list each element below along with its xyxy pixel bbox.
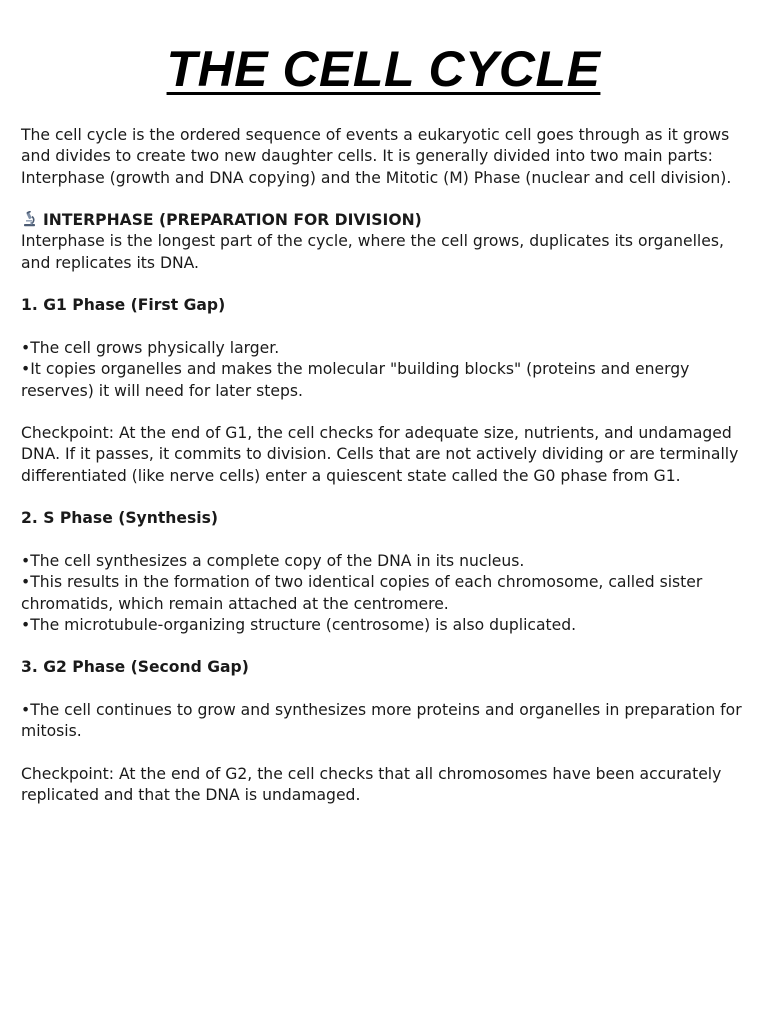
interphase-heading: [21, 210, 746, 231]
s-bullet: •The cell synthesizes a complete copy of the DNA in its nucleus.: [21, 551, 525, 570]
interphase-heading-text: INTERPHASE (PREPARATION FOR DIVISION): [43, 211, 422, 230]
interphase-description: Interphase is the longest part of the cycle, where the cell grows, duplicates its organelles, and replicates its DNA.: [21, 232, 724, 272]
g1-bullet: •The cell grows physically larger.: [21, 338, 280, 357]
document-body: [21, 125, 746, 807]
s-bullet: •The microtubule-organizing structure (centrosome) is also duplicated.: [21, 615, 577, 634]
g2-bullet: •The cell continues to grow and synthesizes more proteins and organelles in preparation for mitosis.: [21, 701, 742, 741]
page-title: THE CELL CYCLE: [166, 41, 601, 97]
s-bullet: •This results in the formation of two identical copies of each chromosome, called sister chromatids, which remain attached at the centromere.: [21, 573, 703, 613]
g1-heading: 1. G1 Phase (First Gap): [21, 296, 226, 315]
intro-paragraph: The cell cycle is the ordered sequence of events a eukaryotic cell goes through as it grows and divides to create two new daughter cells. It is generally divided into two main parts: Interphase (growth and DNA copying) and the Mitotic (M) Phase (nuclear and cell division).: [21, 126, 732, 187]
s-heading: 2. S Phase (Synthesis): [21, 509, 218, 528]
g1-checkpoint: Checkpoint: At the end of G1, the cell checks for adequate size, nutrients, and undamaged DNA. If it passes, it commits to division. Cells that are not actively dividing or are terminally differentiated (like nerve cells) enter a quiescent state called the G0 phase from G1.: [21, 424, 739, 485]
g2-checkpoint: Checkpoint: At the end of G2, the cell checks that all chromosomes have been accurately replicated and that the DNA is undamaged.: [21, 764, 722, 805]
microscope-icon: [21, 211, 39, 227]
g2-heading: 3. G2 Phase (Second Gap): [21, 658, 249, 677]
g1-bullet: •It copies organelles and makes the molecular "building blocks" (proteins and energy reserves) it will need for later steps.: [21, 360, 690, 400]
